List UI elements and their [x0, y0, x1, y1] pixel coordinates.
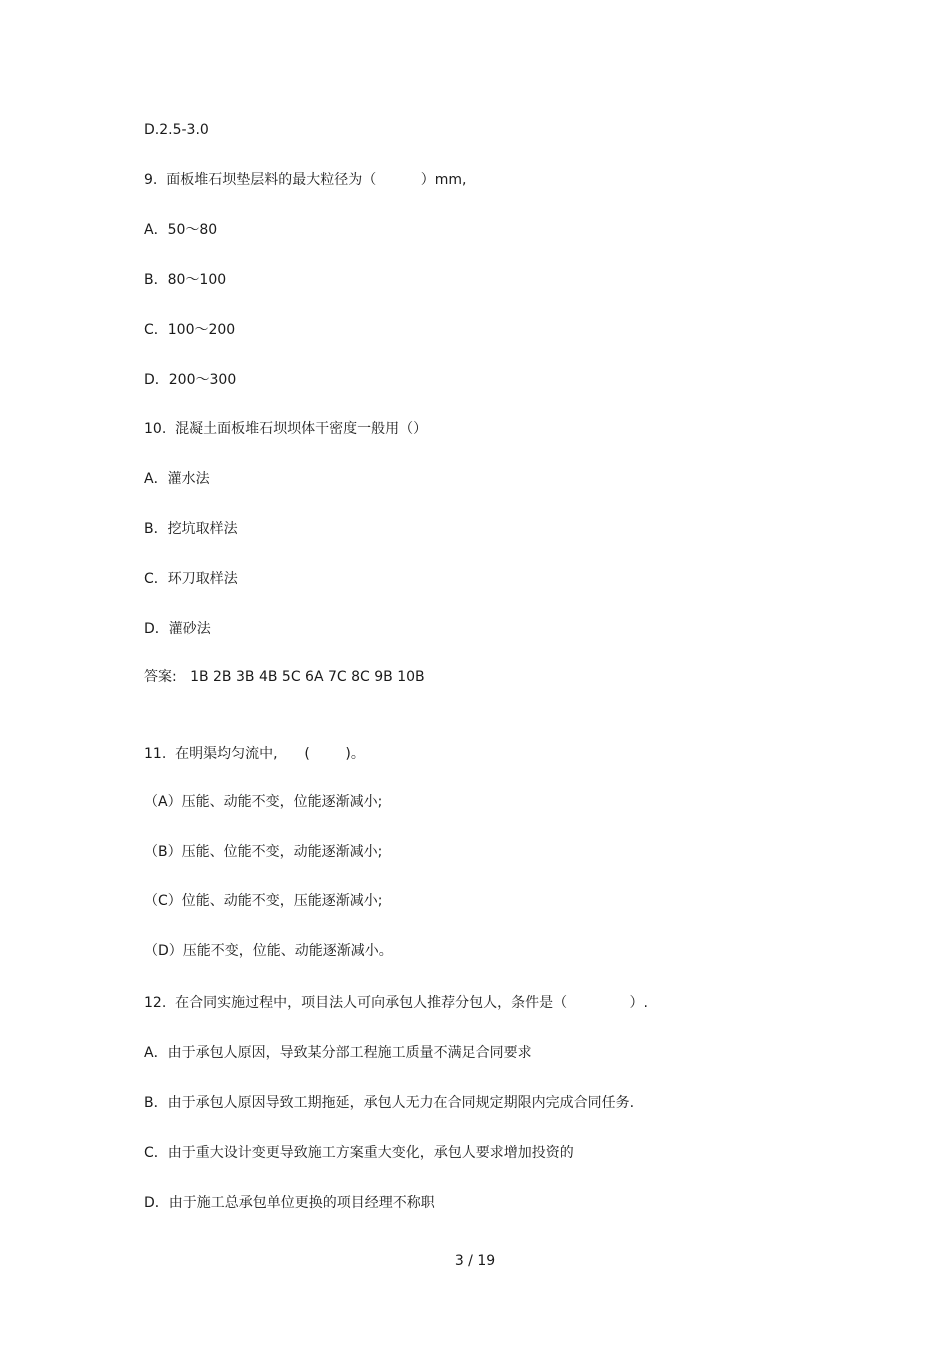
page-number: 3 / 19	[454, 1253, 496, 1269]
option-b-q10: B．挖坑取样法	[144, 521, 238, 537]
option-a-q11: （A）压能、动能不变，位能逐渐减小;	[144, 794, 383, 810]
option-a-q9: A．50～80	[144, 222, 218, 238]
option-b-q11: （B）压能、位能不变，动能逐渐减小;	[144, 844, 383, 860]
option-a-q10: A．灌水法	[144, 471, 210, 487]
option-d-q9: D．200～300	[144, 372, 237, 388]
option-a-q12: A．由于承包人原因，导致某分部工程施工质量不满足合同要求	[144, 1045, 532, 1061]
option-c-q12: C．由于重大设计变更导致施工方案重大变化，承包人要求增加投资的	[144, 1145, 574, 1161]
option-c-q11: （C）位能、动能不变，压能逐渐减小;	[144, 893, 383, 909]
question-12: 12. 在合同实施过程中，项目法人可向承包人推荐分包人，条件是（ ）.	[144, 995, 648, 1011]
option-d-q11: （D）压能不变，位能、动能逐渐减小。	[144, 943, 393, 959]
option-c-q9: C．100～200	[144, 322, 236, 338]
option-d-q12: D．由于施工总承包单位更换的项目经理不称职	[144, 1195, 435, 1211]
option-d-q10: D．灌砂法	[144, 621, 211, 637]
answer-key: 答案: 1B 2B 3B 4B 5C 6A 7C 8C 9B 10B	[144, 669, 425, 685]
question-10: 10. 混凝土面板堆石坝坝体干密度一般用（）	[144, 421, 428, 437]
option-b-q9: B．80～100	[144, 272, 227, 288]
option-c-q10: C．环刀取样法	[144, 571, 238, 587]
option-d-q8: D.2.5-3.0	[144, 122, 209, 138]
option-b-q12: B．由于承包人原因导致工期拖延，承包人无力在合同规定期限内完成合同任务.	[144, 1095, 635, 1111]
question-11: 11. 在明渠均匀流中, ( )。	[144, 746, 365, 762]
question-9: 9. 面板堆石坝垫层料的最大粒径为（ ）mm,	[144, 172, 467, 188]
